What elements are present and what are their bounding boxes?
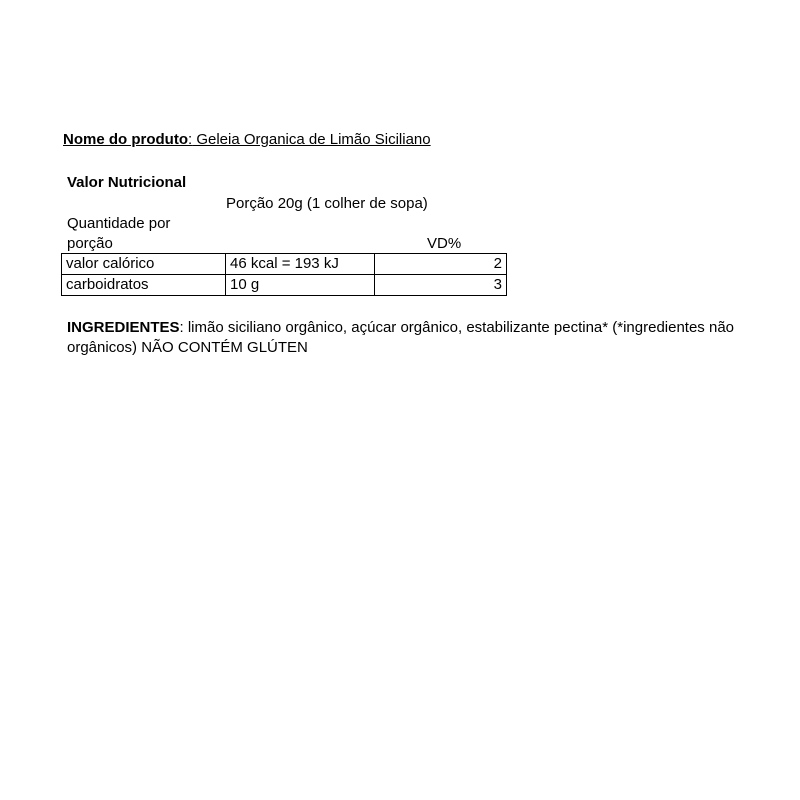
portion-text: Porção 20g (1 colher de sopa) — [226, 195, 428, 212]
vd-header: VD% — [427, 235, 462, 252]
product-name-line — [63, 130, 431, 150]
nutrient-name-cell: valor calórico — [62, 254, 226, 275]
ingredients-paragraph — [67, 318, 747, 358]
ingredients-label: INGREDIENTES — [67, 319, 180, 336]
nutrition-title: Valor Nutricional — [67, 174, 187, 191]
table-row — [62, 275, 507, 296]
nutrient-amount-cell: 46 kcal = 193 kJ — [226, 254, 375, 275]
ingredients-text: : limão siciliano orgânico, açúcar orgânico, estabilizante pectina* (*ingredientes não orgânicos) NÃO CONTÉM GLÚTEN — [67, 319, 735, 356]
product-name-value: Geleia Organica de Limão Siciliano — [192, 131, 431, 148]
nutrient-name-cell: carboidratos — [62, 275, 226, 296]
table-row — [62, 254, 507, 275]
product-name-label: Nome do produto — [63, 131, 188, 148]
nutrient-amount-cell: 10 g — [226, 275, 375, 296]
quantity-label: Quantidade por porção — [67, 215, 171, 252]
nutrition-table — [61, 253, 507, 296]
nutrient-vd-cell: 3 — [375, 275, 507, 296]
nutrient-vd-cell: 2 — [375, 254, 507, 275]
product-name-separator: : — [187, 131, 193, 148]
